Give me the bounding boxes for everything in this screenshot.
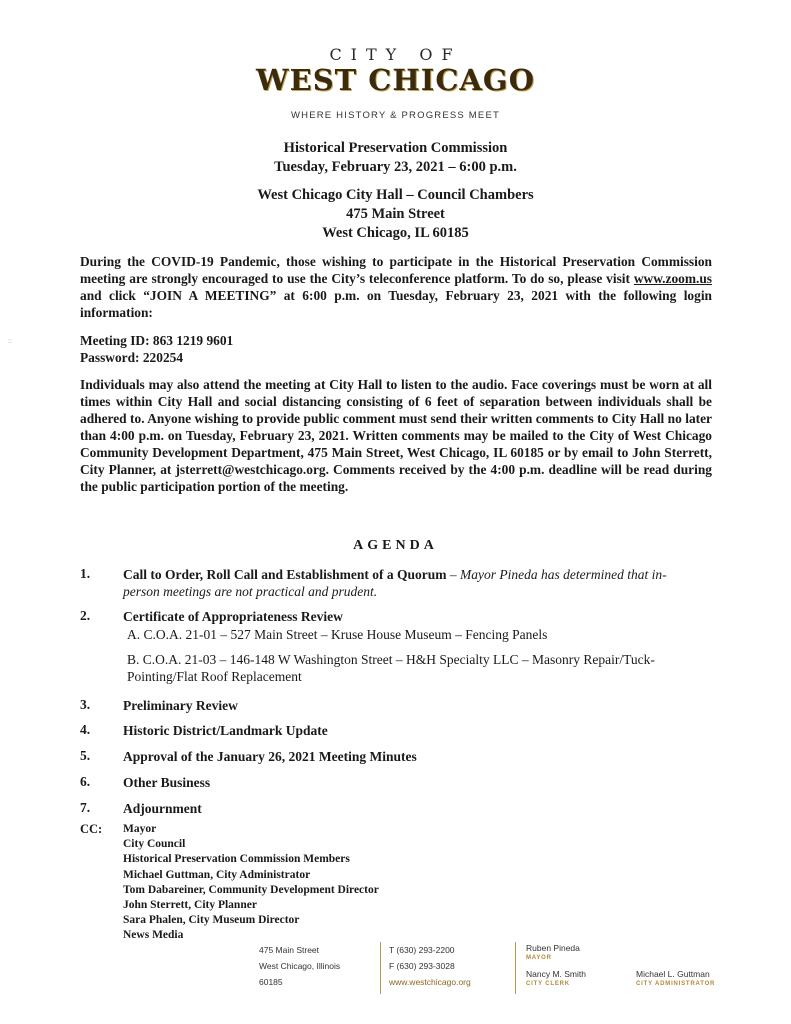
footer-administrator	[636, 969, 715, 989]
agenda-title: AGENDA	[353, 538, 438, 553]
agenda-item-1	[123, 566, 683, 600]
agenda-item-title: Call to Order, Roll Call and Establishment of a Quorum	[123, 567, 447, 582]
footer-fax: F (630) 293-3028	[389, 961, 455, 971]
zoom-link[interactable]: www.zoom.us	[633, 271, 712, 286]
meeting-password: Password: 220254	[80, 350, 184, 365]
scan-mark: ::	[8, 337, 12, 345]
agenda-item-7: Adjournment	[123, 801, 202, 816]
footer-clerk	[526, 969, 586, 989]
cc-recipient: Sara Phalen, City Museum Director	[123, 914, 300, 927]
in-person-paragraph: Individuals may also attend the meeting at City Hall to listen to the audio. Face coverings must be worn at all times within City Hall and social distancing consisting of 6 feet of separation between individuals shall be adhered to. Anyone wishing to provide public comment must send their written comments to City Hall no later than 4:00 p.m. on Tuesday, February 23, 2021. Written comments may be mailed to the City of West Chicago Community Development Department, 475 Main Street, West Chicago, IL 60185 or by email to John Sterrett, City Planner, at jsterrett@westchicago.org. Comments received by the 4:00 p.m. deadline will be read during the public participation portion of the meeting.	[80, 377, 712, 494]
agenda-item-number: 3.	[80, 697, 91, 712]
meeting-location: West Chicago City Hall – Council Chambers	[257, 187, 534, 203]
footer-mayor	[526, 943, 580, 963]
agenda-item-2: Certificate of Appropriateness Review	[123, 609, 343, 624]
agenda-item-number: 7.	[80, 800, 91, 815]
footer-phone: T (630) 293-2200	[389, 945, 455, 955]
clerk-title: CITY CLERK	[526, 981, 570, 987]
logo-tagline: WHERE HISTORY & PROGRESS MEET	[290, 110, 500, 121]
commission-name: Historical Preservation Commission	[283, 140, 508, 156]
footer-website-link[interactable]: www.westchicago.org	[389, 977, 471, 987]
intro-paragraph	[80, 253, 712, 321]
logo-city-of: CITY OF	[329, 45, 462, 64]
cc-label: CC:	[80, 822, 103, 836]
logo-west-chicago: WEST CHICAGO	[256, 63, 535, 97]
footer-divider	[380, 942, 381, 994]
cc-recipient: John Sterrett, City Planner	[123, 899, 257, 912]
footer-address-line: West Chicago, Illinois	[259, 961, 341, 971]
footer-contact	[389, 942, 471, 990]
agenda-item-number: 5.	[80, 748, 91, 763]
meeting-id: Meeting ID: 863 1219 9601	[80, 333, 234, 348]
agenda-item-5: Approval of the January 26, 2021 Meeting Minutes	[123, 749, 417, 764]
cc-recipient: City Council	[123, 838, 186, 851]
meeting-datetime: Tuesday, February 23, 2021 – 6:00 p.m.	[274, 159, 517, 175]
cc-recipient: News Media	[123, 929, 184, 942]
agenda-item-6: Other Business	[123, 775, 211, 790]
meeting-street: 475 Main Street	[346, 206, 445, 222]
administrator-title: CITY ADMINISTRATOR	[636, 981, 716, 987]
meeting-city: West Chicago, IL 60185	[322, 225, 469, 241]
agenda-item-number: 1.	[80, 566, 91, 581]
mayor-title: MAYOR	[526, 955, 552, 961]
agenda-item-number: 6.	[80, 774, 91, 789]
agenda-item-note: – Mayor Pineda has determined that in-person meetings are not practical and prudent.	[123, 567, 667, 599]
agenda-subitem-b: B. C.O.A. 21-03 – 146-148 W Washington Street – H&H Specialty LLC – Masonry Repair/Tuck-Pointing/Flat Roof Replacement	[127, 652, 655, 684]
clerk-name: Nancy M. Smith	[526, 969, 586, 979]
footer-divider	[515, 942, 516, 994]
agenda-item-3: Preliminary Review	[123, 698, 238, 713]
cc-recipient: Historical Preservation Commission Members	[123, 853, 350, 866]
intro-text-2: and click “JOIN A MEETING” at 6:00 p.m. on Tuesday, February 23, 2021 with the following login information:	[80, 288, 712, 320]
footer-address	[259, 942, 340, 990]
cc-recipient: Michael Guttman, City Administrator	[123, 868, 311, 881]
agenda-item-4: Historic District/Landmark Update	[123, 723, 328, 738]
cc-recipient: Tom Dabareiner, Community Development Director	[123, 883, 379, 896]
agenda-item-number: 2.	[80, 608, 91, 623]
administrator-name: Michael L. Guttman	[636, 969, 710, 979]
footer-address-line: 475 Main Street	[259, 945, 320, 955]
footer-address-line: 60185	[259, 977, 283, 987]
city-logo	[0, 46, 791, 121]
agenda-item-number: 4.	[80, 722, 91, 737]
intro-text-1: During the COVID-19 Pandemic, those wishing to participate in the Historical Preservation Commission meeting are strongly encouraged to use the City’s teleconference platform. To do so, please visit	[80, 254, 712, 286]
mayor-name: Ruben Pineda	[526, 943, 580, 953]
cc-recipient: Mayor	[123, 823, 157, 835]
cc-list	[123, 822, 379, 944]
agenda-subitem-a: A. C.O.A. 21-01 – 527 Main Street – Kruse House Museum – Fencing Panels	[127, 627, 548, 642]
